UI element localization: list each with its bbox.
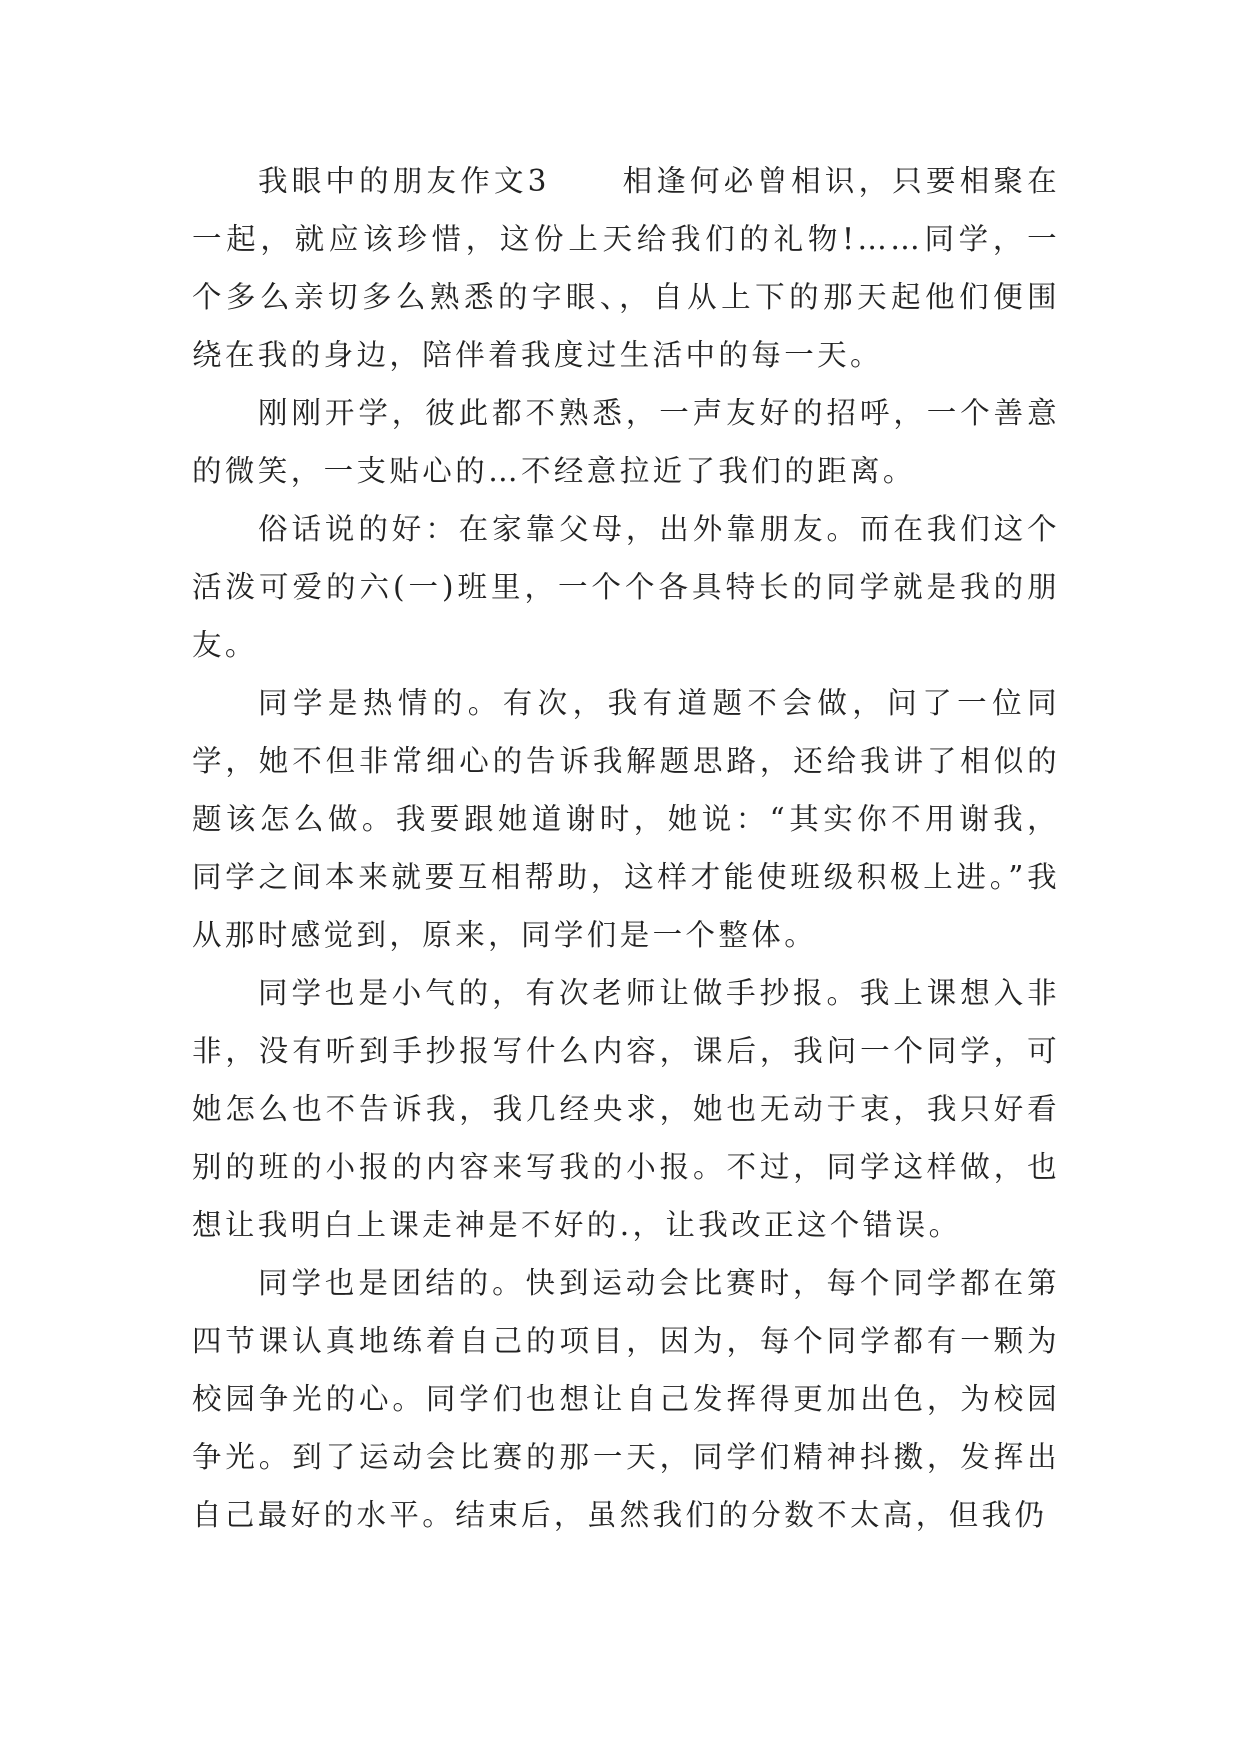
article-title: 我眼中的朋友作文3 (258, 164, 550, 198)
paragraph: 同学也是小气的，有次老师让做手抄报。我上课想入非非，没有听到手抄报写什么内容，课后，我问一个同学，可她怎么也不告诉我，我几经央求，她也无动于衷，我只好看别的班的小报的内容来写我的小报。不过，同学这样做，也想让我明白上课走神是不好的.，让我改正这个错误。 (192, 976, 1060, 1242)
paragraph: 刚刚开学，彼此都不熟悉，一声友好的招呼，一个善意的微笑，一支贴心的…不经意拉近了我们的距离。 (192, 396, 1060, 488)
paragraph-intro (192, 152, 1060, 384)
paragraph: 同学是热情的。有次，我有道题不会做，问了一位同学，她不但非常细心的告诉我解题思路，还给我讲了相似的题该怎么做。我要跟她道谢时，她说：“其实你不用谢我，同学之间本来就要互相帮助，这样才能使班级积极上进。”我从那时感觉到，原来，同学们是一个整体。 (192, 686, 1060, 952)
paragraph: 俗话说的好：在家靠父母，出外靠朋友。而在我们这个活泼可爱的六(一)班里，一个个各具特长的同学就是我的朋友。 (192, 512, 1060, 662)
paragraph-text: 相逢何必曾相识，只要相聚在一起，就应该珍惜，这份上天给我们的礼物!……同学，一个多么亲切多么熟悉的字眼、，自从上下的那天起他们便围绕在我的身边，陪伴着我度过生活中的每一天。 (192, 164, 1061, 372)
paragraph: 同学也是团结的。快到运动会比赛时，每个同学都在第四节课认真地练着自己的项目，因为，每个同学都有一颗为校园争光的心。同学们也想让自己发挥得更加出色，为校园争光。到了运动会比赛的那一天，同学们精神抖擞，发挥出自己最好的水平。结束后，虽然我们的分数不太高，但我仍 (192, 1266, 1060, 1532)
article-body (192, 152, 1060, 1544)
